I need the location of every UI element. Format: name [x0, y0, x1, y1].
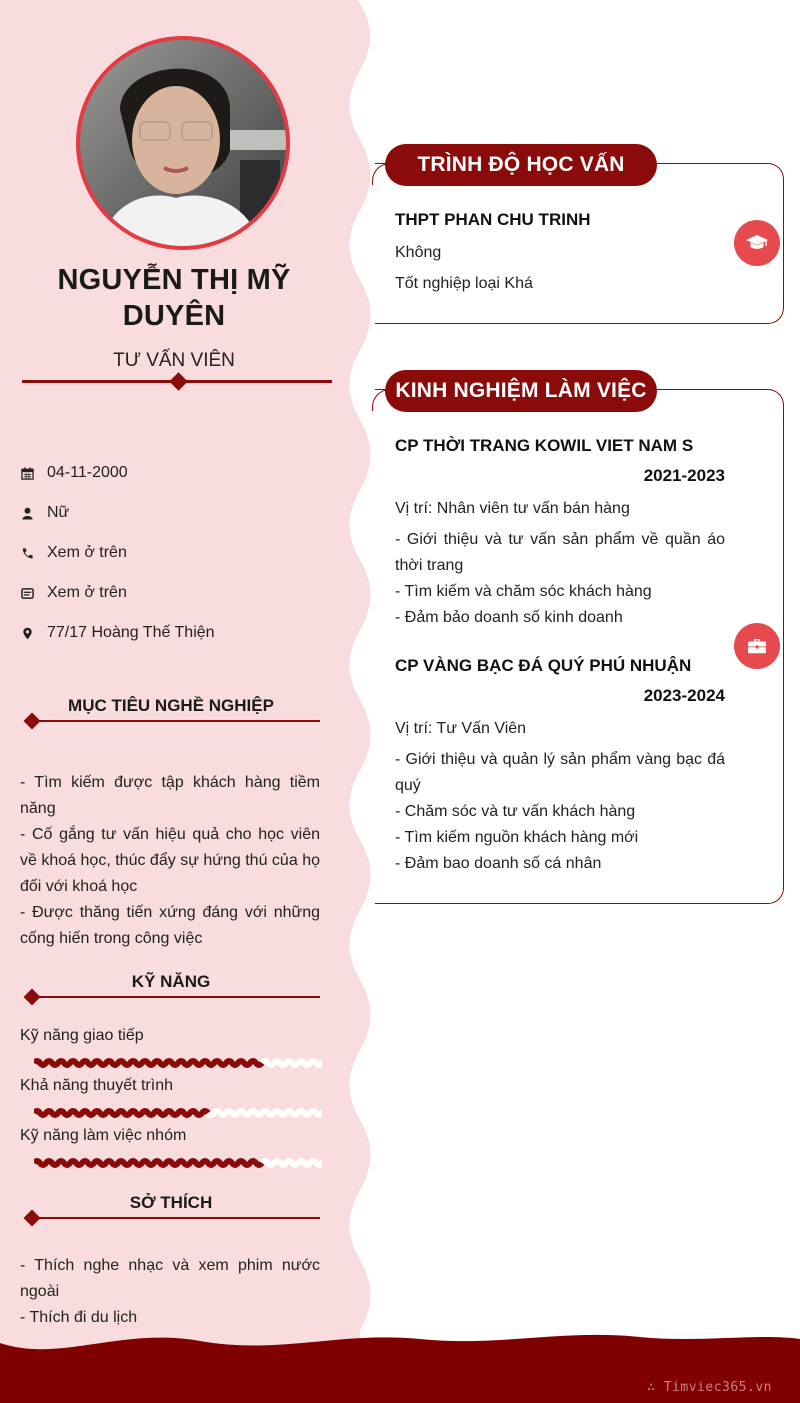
job-period: 2021-2023 — [643, 466, 725, 485]
phone-icon — [20, 546, 34, 560]
skill-bar — [34, 1056, 322, 1070]
skill-bar-fill — [34, 1061, 262, 1065]
job-title: TƯ VẤN VIÊN — [113, 350, 235, 371]
skills-heading-text: KỸ NĂNG — [131, 972, 211, 991]
phone-row — [20, 542, 127, 564]
job-position: Vị trí: Nhân viên tư vấn bán hàng — [395, 500, 630, 517]
skill-name: Kỹ năng làm việc nhóm — [20, 1127, 187, 1144]
hobby-line: - Thích nghe nhạc và xem phim nước ngoài — [20, 1257, 320, 1300]
title-rule-left — [22, 380, 172, 383]
email-row — [20, 582, 127, 604]
graduation-cap-icon — [745, 231, 769, 255]
briefcase-icon — [745, 634, 769, 658]
job-duty: - Giới thiệu và tư vấn sản phẩm về quần áo thời trang — [395, 531, 725, 574]
objective-heading-text: MỤC TIÊU NGHỀ NGHIỆP — [68, 696, 274, 715]
job-duties — [395, 747, 725, 877]
skill-bar-fill — [34, 1161, 262, 1165]
job-period: 2023-2024 — [643, 686, 725, 705]
job-duty: - Tìm kiếm nguồn khách hàng mới — [395, 829, 639, 846]
skill-name: Khả năng thuyết trình — [20, 1077, 173, 1094]
name-line-1: NGUYỄN THỊ MỸ — [57, 264, 291, 296]
job-duty: - Giới thiệu và quản lý sản phẩm vàng bạc đá quý — [395, 751, 725, 794]
hobbies-text — [20, 1253, 320, 1331]
email-icon — [20, 586, 34, 600]
watermark: ∴ Timviec365.vn — [647, 1380, 772, 1395]
job-duties — [395, 527, 725, 631]
objective-line: - Cố gắng tư vấn hiệu quả cho học viên về khoá học, thúc đẩy sự hứng thú của họ đối với khoá học — [20, 826, 320, 895]
school-major: Không — [395, 244, 442, 261]
name-line-2: DUYÊN — [122, 300, 226, 332]
candidate-name — [20, 262, 328, 334]
job-duty: - Chăm sóc và tư vấn khách hàng — [395, 803, 636, 820]
location-icon — [20, 626, 34, 640]
birthday-value: 04-11-2000 — [47, 464, 128, 481]
objective-line: - Tìm kiếm được tập khách hàng tiềm năng — [20, 774, 320, 817]
skills-heading-rule — [32, 996, 320, 998]
experience-heading: KINH NGHIỆM LÀM VIỆC — [385, 370, 657, 412]
hobbies-heading-rule — [32, 1217, 320, 1219]
education-heading: TRÌNH ĐỘ HỌC VẤN — [385, 144, 657, 186]
skill-name: Kỹ năng giao tiếp — [20, 1027, 144, 1044]
job-duty: - Đảm bao doanh số cá nhân — [395, 855, 602, 872]
skill-bar-fill — [34, 1111, 208, 1115]
address-value: 77/17 Hoàng Thế Thiện — [47, 624, 215, 641]
job-position: Vị trí: Tư Vấn Viên — [395, 720, 527, 737]
objective-text — [20, 770, 320, 952]
job-duty: - Đảm bảo doanh số kinh doanh — [395, 609, 623, 626]
skill-bar — [34, 1156, 322, 1170]
profile-photo — [76, 36, 290, 250]
email-value: Xem ở trên — [47, 584, 127, 601]
education-badge — [734, 220, 780, 266]
objective-line: - Được thăng tiến xứng đáng với những cống hiến trong công việc — [20, 904, 320, 947]
calendar-icon — [20, 466, 34, 480]
hobbies-heading-text: SỞ THÍCH — [129, 1193, 213, 1212]
phone-value: Xem ở trên — [47, 544, 127, 561]
address-row — [20, 622, 215, 644]
user-icon — [20, 506, 34, 520]
title-rule-right — [186, 380, 332, 383]
gender-row — [20, 502, 69, 524]
experience-badge — [734, 623, 780, 669]
job-company: CP THỜI TRANG KOWIL VIET NAM S — [395, 436, 694, 455]
job-duty: - Tìm kiếm và chăm sóc khách hàng — [395, 583, 652, 600]
objective-heading-rule — [32, 720, 320, 722]
job-company: CP VÀNG BẠC ĐÁ QUÝ PHÚ NHUẬN — [395, 656, 692, 675]
school-result: Tốt nghiệp loại Khá — [395, 275, 533, 292]
school-name: THPT PHAN CHU TRINH — [395, 210, 591, 229]
skill-bar — [34, 1106, 322, 1120]
birthday-row — [20, 462, 128, 484]
gender-value: Nữ — [47, 504, 70, 521]
hobby-line: - Thích đi du lịch — [20, 1309, 138, 1326]
